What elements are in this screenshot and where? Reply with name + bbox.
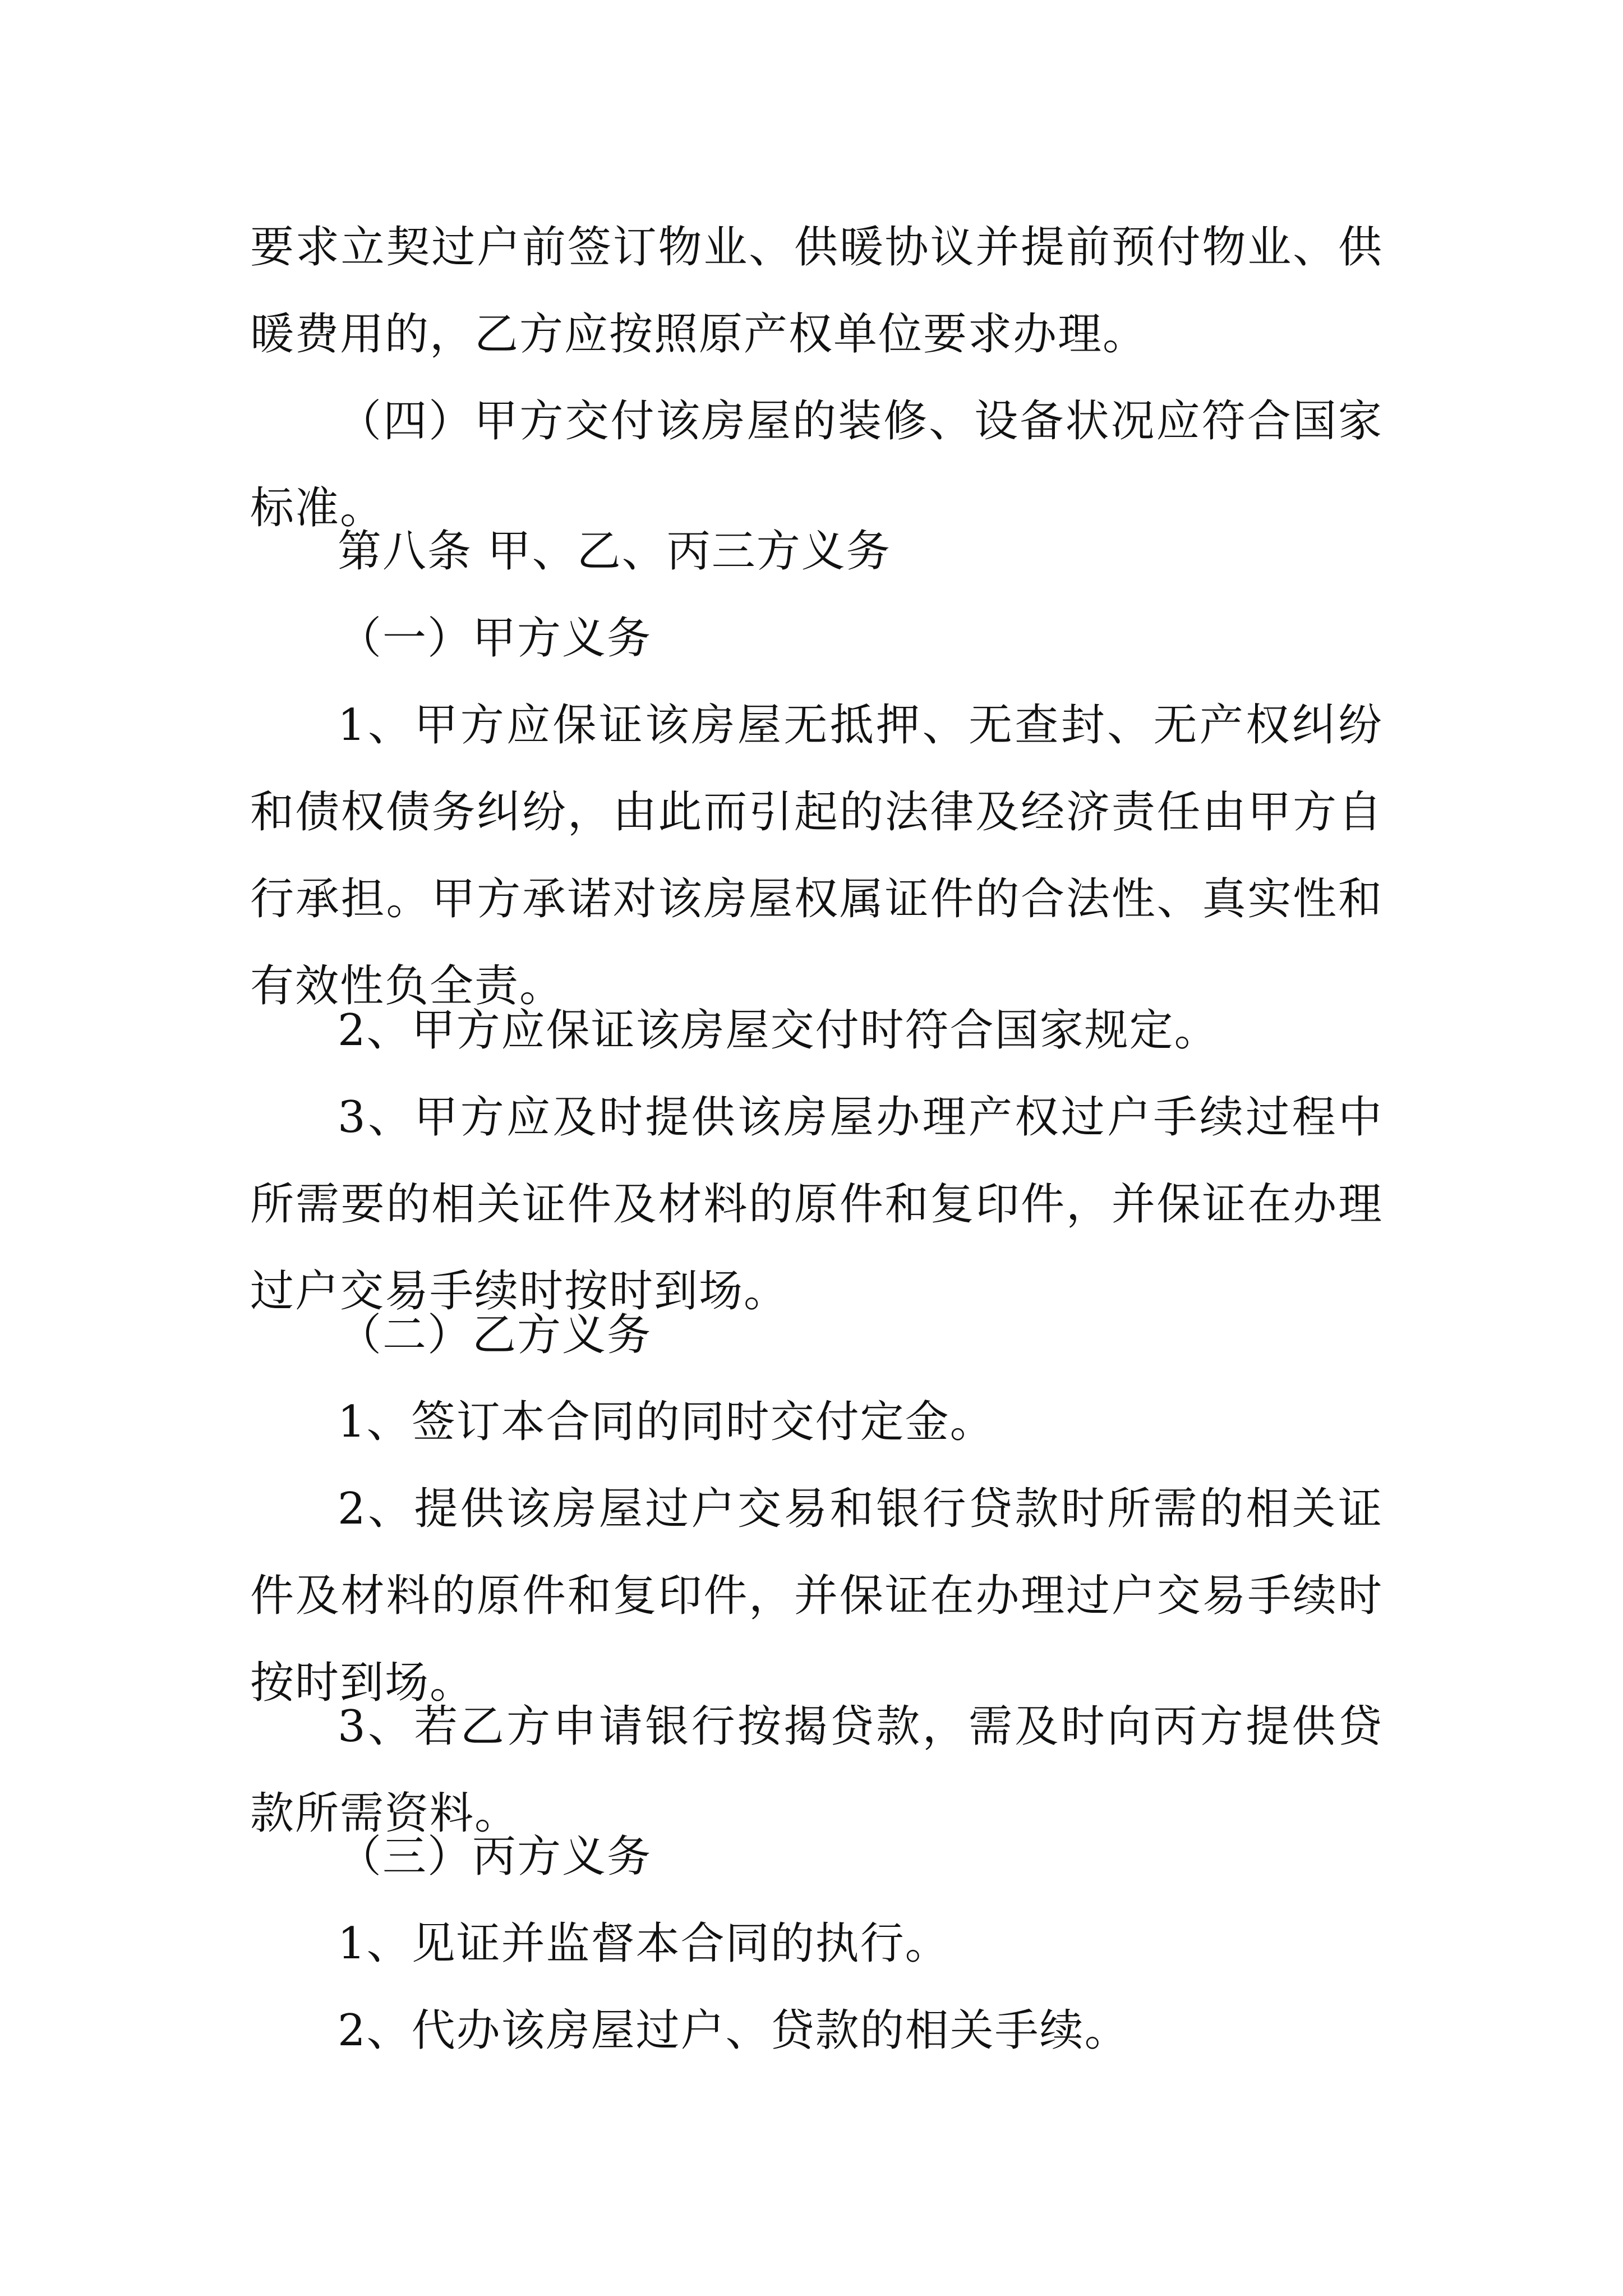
party-c-duty-2: 2、代办该房屋过户、贷款的相关手续。	[338, 2005, 1129, 2056]
party-a-duty-2: 2、甲方应保证该房屋交付时符合国家规定。	[338, 1005, 1219, 1056]
party-a-duty-1: 1、甲方应保证该房屋无抵押、无查封、无产权纠纷和债权债务纠纷，由此而引起的法律及经济责任由甲方自行承担。甲方承诺对该房屋权属证件的合法性、真实性和有效性负全责。	[250, 700, 1383, 1011]
paragraph-clause-4: （四）甲方交付该房屋的装修、设备状况应符合国家标准。	[250, 396, 1383, 533]
party-b-duty-1: 1、签订本合同的同时交付定金。	[338, 1397, 995, 1447]
section-party-b-heading: （二）乙方义务	[338, 1310, 652, 1360]
section-party-c-heading: （三）丙方义务	[338, 1832, 652, 1882]
party-b-duty-2: 2、提供该房屋过户交易和银行贷款时所需的相关证件及材料的原件和复印件，并保证在办理过户交易手续时按时到场。	[250, 1484, 1383, 1708]
party-a-duty-3: 3、甲方应及时提供该房屋办理产权过户手续过程中所需要的相关证件及材料的原件和复印件，并保证在办理过户交易手续时按时到场。	[250, 1092, 1383, 1317]
party-c-duty-1: 1、见证并监督本合同的执行。	[338, 1918, 950, 1969]
party-b-duty-3: 3、若乙方申请银行按揭贷款，需及时向丙方提供贷款所需资料。	[250, 1701, 1383, 1839]
paragraph-continuation: 要求立契过户前签订物业、供暖协议并提前预付物业、供暖费用的，乙方应按照原产权单位要求办理。	[250, 222, 1383, 360]
article-8-heading: 第八条 甲、乙、丙三方义务	[338, 526, 891, 577]
section-party-a-heading: （一）甲方义务	[338, 613, 652, 664]
